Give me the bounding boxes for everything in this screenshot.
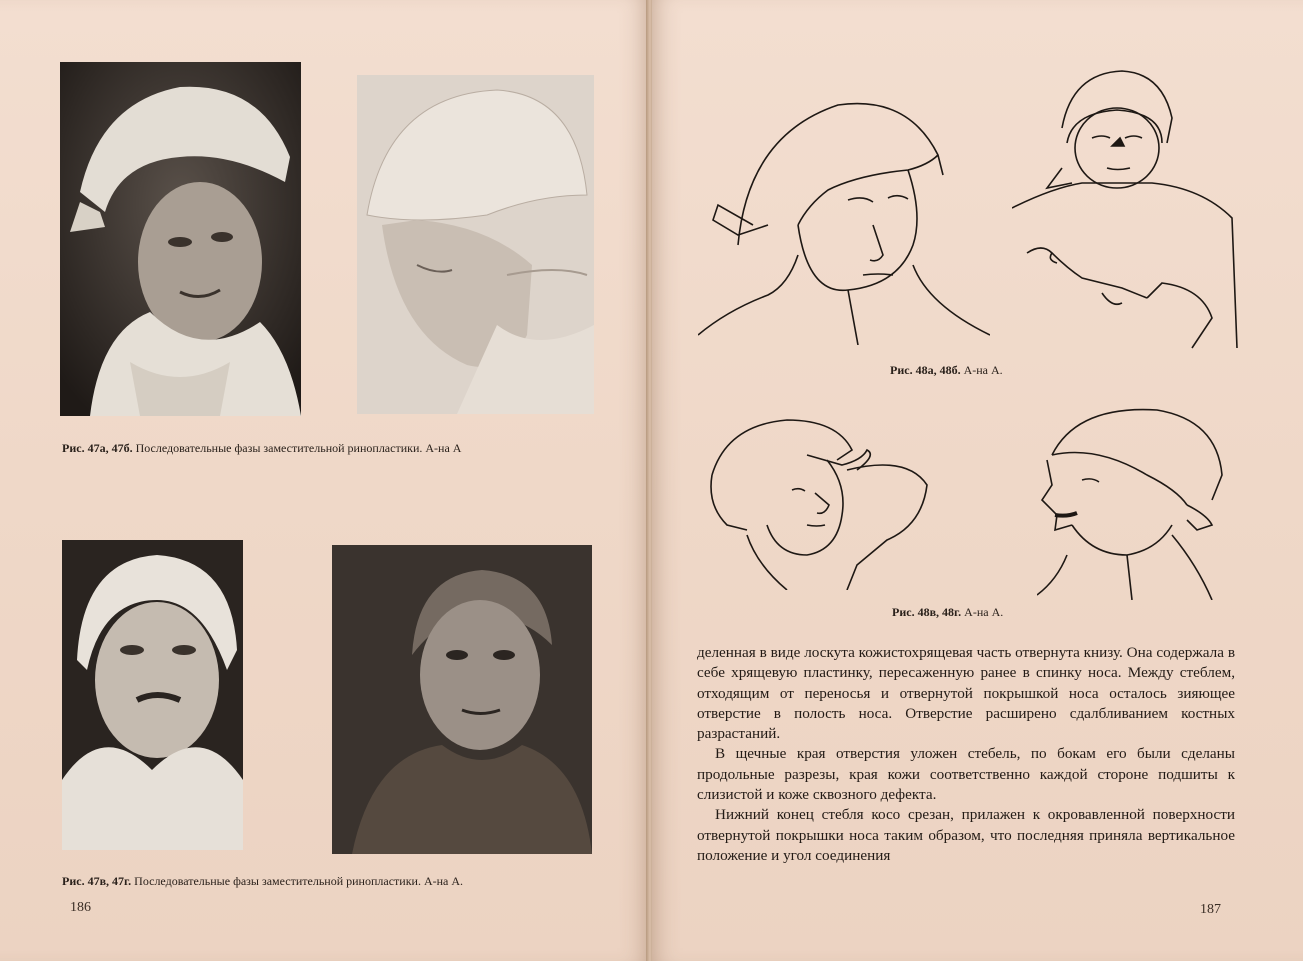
paragraph-3: Нижний конец стебля косо срезан, прилажен к окровавленной поверхности отвернутой покрышки носа таким образом, что последняя приняла вертикальное положение и угол соединения (697, 806, 1235, 864)
photo-47a (60, 62, 301, 416)
figure-caption-48ab: Рис. 48а, 48б. А-на А. (890, 363, 1003, 377)
figure-caption-47ab: Рис. 47а, 47б. Последовательные фазы заместительной ринопластики. А-на А (62, 441, 462, 455)
drawing-48b (1012, 68, 1252, 358)
drawing-48g (1037, 405, 1237, 600)
paragraph-2: В щечные края отверстия уложен стебель, по бокам его были сделаны продольные разрезы, края кожи соответственно каждой стороне подшиты к слизистой и коже сквозного дефекта. (697, 745, 1235, 804)
left-page (0, 0, 649, 961)
figure-caption-48vg: Рис. 48в, 48г. А-на А. (892, 605, 1004, 619)
body-text (697, 643, 1235, 866)
photo-47b (357, 75, 594, 414)
drawing-48a (698, 95, 990, 345)
page-number-right: 187 (1200, 902, 1221, 917)
drawing-48v (707, 415, 937, 590)
photo-47v (62, 540, 243, 850)
figure-caption-47vg: Рис. 47в, 47г. Последовательные фазы заместительной ринопластики. А-на А. (62, 874, 464, 888)
paragraph-1: деленная в виде лоскута кожистохрящевая часть отвернута книзу. Она содержала в себе хрящевую пластинку, пересаженную ранее в спинку носа. Между стеблем, отходящим от переносья и отвернутой покрышкой носа осталось зияющее отверстие в полость носа. Отверстие расширено сдалбливанием костных разрастаний. (697, 644, 1235, 743)
photo-47g (332, 545, 592, 854)
page-number-left: 186 (70, 900, 91, 915)
